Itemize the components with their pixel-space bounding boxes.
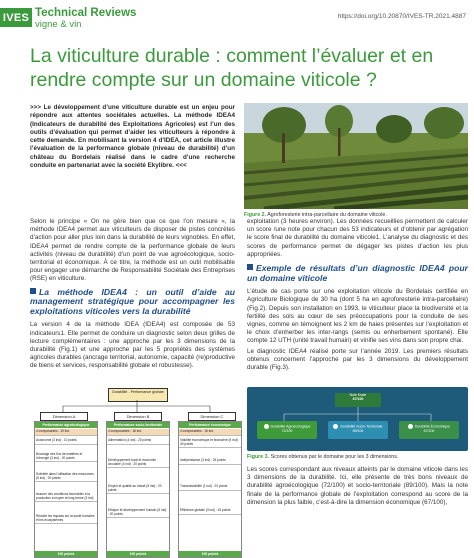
score-box-socioterritorial: Durabilité Socio-Territoriale 89/100 [328, 421, 388, 439]
pillar-c [178, 421, 242, 558]
doi-link[interactable]: https://doi.org/10.20870/IVES-TR.2021.4887 [337, 13, 466, 20]
pillar-c-total: 100 points [179, 551, 241, 557]
right-paragraph-4: Les scores correspondant aux niveaux atteints par le domaine viticole dans les 3 dimensions de la durabilité. Ici, elle présente de très bons niveaux de durabilité agroécologique (72/100) et socio-territoriale (89/100). Mais la note finale de la performance globale de l’exploitation correspond au score de la dimension la plus faible, c’est-à-dire la dimension économique (67/100), [247, 466, 468, 506]
right-paragraph-1: exploitation (3 heures environ). Les données recueillies permettent de calculer un score /une note pour chacun des 53 indicateurs et d’obtenir par agrégation le score final de durabilité du domaine viticole1. L’analyse du diagnostic et des scores de performance permet de dégager les pistes d’action les plus appropriées. [247, 218, 468, 258]
pillar-b-item: Emploi et qualité au travail (5 ind) : 20 points [107, 484, 169, 494]
pillar-c-count: 4 composantes : 16 ind. [179, 429, 241, 436]
vineyard-photo [244, 103, 468, 209]
final-score-box: Note finale 67/100 [335, 393, 381, 407]
figure2-caption: Figure 2. Agroforesterie intra-parcellaire du domaine viticole. [244, 212, 387, 218]
figure3-caption: Figure 3. Scores obtenus par le domaine pour les 3 dimensions. [247, 454, 399, 460]
pillar-c-item: Efficience globale (3 ind) : 15 points [179, 508, 241, 515]
section-heading-method: La méthode IDEA4 : un outil d’aide au management stratégique pour accompagner les exploitations viticoles vers la durabilité [30, 286, 235, 316]
dimension-b-box: Dimension B [114, 412, 162, 421]
pillar-b-item: Alimentation (4 ind) : 20 points [107, 438, 169, 445]
left-column [30, 218, 235, 373]
intro-paragraph: >>> Le développement d’une viticulture durable est un enjeu pour répondre aux attentes sociétales actuelles. La méthode IDEA4 (Indicateurs de durabilité des Exploitations Agricoles) est l’un des outils d’évaluation qui permet d’aider les viticulteurs à répondre à cette demande. En mobilisant la version 4 d’IDEA, cet article illustre l’évaluation de la performance globale (niveau de durabilité) d’un château du Bordelais réalisé dans le cadre d’une recherche conduite en partenariat avec la société Ekylibre. <<< [30, 104, 235, 170]
pillar-b-item: Ethique et développement humain (5 ind) : 20 points [107, 508, 169, 518]
euro-icon [408, 424, 413, 429]
pillar-c-head: Performance économique [179, 422, 241, 428]
leaf-icon [264, 424, 269, 429]
diagram-top-box: Durabilité - Performance globale [108, 388, 168, 402]
figure1-diagram [30, 386, 243, 558]
people-icon [333, 424, 338, 429]
pillar-a-item: Réduire les impacts sur la santé humaine et les écosystèmes [35, 514, 97, 524]
pillar-b-item: Développement local et économie circulaire (4 ind) : 20 points [107, 458, 169, 468]
pillar-a-total: 100 points [35, 551, 97, 557]
article-title: La viticulture durable : comment l’évaluer et en rendre compte sur un domaine viticole ? [30, 45, 434, 91]
ives-logo: IVES [0, 8, 32, 27]
pillar-c-item: Indépendance (3 ind) : 25 points [179, 458, 241, 465]
pillar-a [34, 421, 98, 558]
section-bullet-icon [247, 264, 253, 270]
brand-title: Technical Reviews [35, 7, 137, 19]
pillar-a-item: Autonomie (3 ind) : 10 points [35, 438, 97, 445]
pillar-c-item: Transmissibilité (1 ind) : 20 points [179, 484, 241, 491]
brand-subtitle: vigne & vin [35, 19, 82, 30]
pillar-b [106, 421, 170, 558]
pillar-a-head: Performance agroécologique [35, 422, 97, 428]
pillar-a-item: Bouclage des flux de matières et d’énergie (3 ind) : 20 points [35, 452, 97, 462]
pillar-a-item: Sobriété dans l’utilisation des ressources (5 ind) : 20 points [35, 472, 97, 482]
pillar-c-item: Viabilité économique et financière (5 ind) : 40 points [179, 438, 241, 448]
left-paragraph-2: La version 4 de la méthode IDEA (IDEA4) est composée de 53 indicateurs1. Elle permet de conduire un diagnostic selon deux grilles de lecture complémentaires : une approche par les 3 dimensions de la durabilité (Fig.1) et une approche par les 5 propriétés des systèmes agricoles durables (ancrage territorial, autonomie, capacité (re)productive de biens et services, responsabilité globale et robustesse). [30, 321, 235, 370]
right-column [247, 218, 468, 374]
pillar-b-count: 4 composantes : 18 ind. [107, 429, 169, 436]
dimension-c-box: Dimension C [188, 412, 236, 421]
section-heading-results: Exemple de résultats d’un diagnostic IDEA4 pour un domaine viticole [247, 263, 468, 283]
pillar-b-total: 100 points [107, 551, 169, 557]
pillar-a-item: Assurer des conditions favorables à la production à moyen et long terme (3 ind) [35, 492, 97, 502]
right-paragraph-3: Le diagnostic IDEA4 réalisé porte sur l’année 2019. Les premiers résultats obtenus concernent l’approche par les 3 dimensions du développement durable (Fig.3). [247, 347, 468, 372]
section-bullet-icon [30, 288, 36, 294]
score-box-economic: Durabilité Économique 67/100 [399, 421, 459, 439]
pillar-a-count: 4 composantes : 19 ind. [35, 429, 97, 436]
pillar-b-head: Performance socio-territoriale [107, 422, 169, 428]
dimension-a-box: Dimension A [40, 412, 88, 421]
figure3-scores [247, 387, 468, 451]
score-box-agroecological: Durabilité Agroécologique 72/100 [257, 421, 317, 439]
left-paragraph-1: Selon le principe « On ne gère bien que ce que l’on mesure », la méthode IDEA4 permet aux viticulteurs de disposer de pistes concrètes d’action pour aller plus loin dans la durabilité de leurs vignobles. En effet, IDEA4 permet de rendre compte de la performance globale de leurs activités (niveau de durabilité) d’un point de vue agroécologique, socio-territorial et économique. À ce titre, la méthode est un outil mobilisable pour engager une démarche de Responsabilité Sociétale des Entreprises (RSE) en viticulture. [30, 218, 235, 283]
right-paragraph-2: L’étude de cas porte sur une exploitation viticole du Bordelais certifiée en Agriculture Biologique de 30 ha (dont 5 ha en agroforesterie intra-parcellaire) (Fig.2). Depuis son installation en 1993, le viticulteur place la biodiversité et la fertilité des sols au cœur de ses préoccupations pour la conduite de ses vignes, comme en témoignent les 2 km de haies présentes sur l’exploitation et le choix d’enherber les inter-rangs (semis ou enherbement spontané). Elle compte 12 UTH (unité travail humain) et vinifie ses vins dans son propre chai. [247, 288, 468, 345]
